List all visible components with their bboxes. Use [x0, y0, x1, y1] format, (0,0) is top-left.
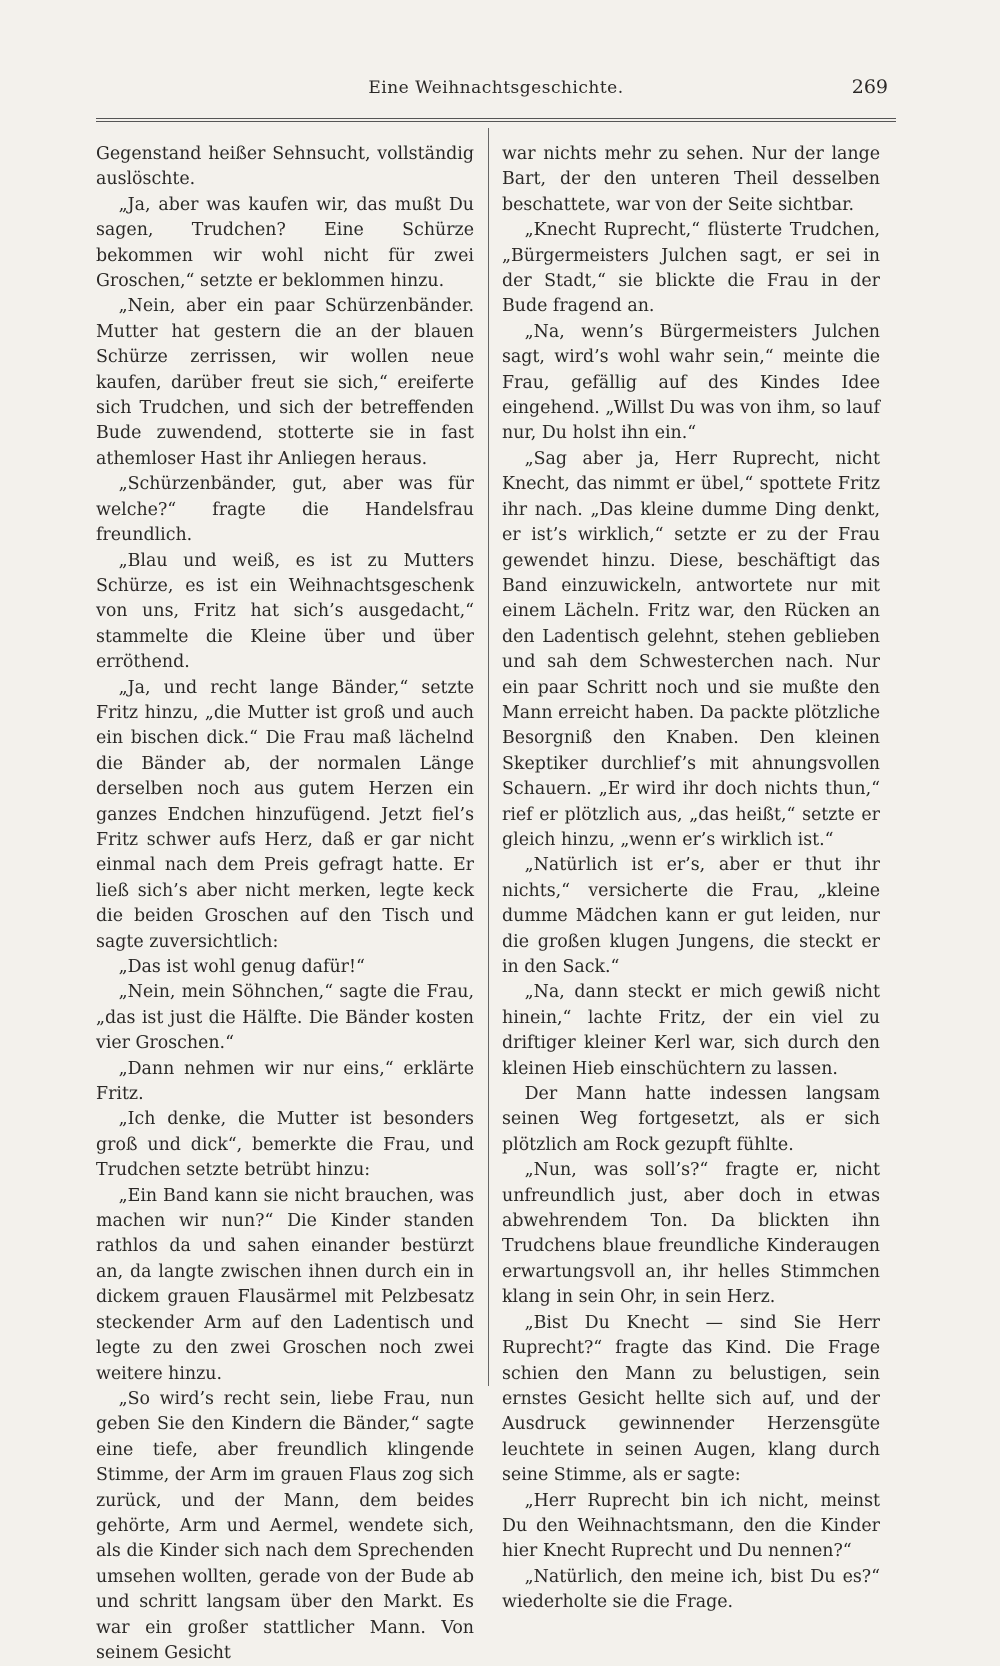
- paragraph: „Ja, und recht lange Bänder,“ setzte Fritz hinzu, „die Mutter ist groß und auch ein bischen dick.“ Die Frau maß lächelnd die Bänder ab, der normalen Länge derselben noch aus gutem Herzen ein ganzes Endchen hinzufügend. Jetzt fiel’s Fritz schwer aufs Herz, daß er gar nicht einmal nach dem Preis gefragt hatte. Er ließ sich’s aber nicht merken, legte keck die beiden Groschen auf den Tisch und sagte zuversichtlich:: [96, 677, 474, 952]
- paragraph: „Herr Ruprecht bin ich nicht, meinst Du den Weihnachtsmann, den die Kinder hier Knecht Ruprecht und Du nennen?“: [502, 1490, 880, 1562]
- paragraph: „Ich denke, die Mutter ist besonders groß und dick“, bemerkte die Frau, und Trudchen setzte betrübt hinzu:: [96, 1109, 474, 1181]
- paragraph: „Blau und weiß, es ist zu Mutters Schürze, es ist ein Weihnachtsgeschenk von uns, Fritz hat sich’s ausgedacht,“ stammelte die Kleine über und über erröthend.: [96, 550, 474, 673]
- header-rule: [96, 118, 896, 122]
- paragraph: „Na, dann steckt er mich gewiß nicht hinein,“ lachte Fritz, der ein viel zu driftiger kleiner Kerl war, sich durch den kleinen Hieb einschüchtern zu lassen.: [502, 982, 880, 1079]
- running-header: [96, 74, 896, 104]
- paragraph: „Das ist wohl genug dafür!“: [118, 957, 365, 977]
- paragraph: „Ja, aber was kaufen wir, das mußt Du sagen, Trudchen? Eine Schürze bekommen wir wohl nicht für zwei Groschen,“ setzte er beklommen hinzu.: [96, 194, 474, 292]
- paragraph: „So wird’s recht sein, liebe Frau, nun geben Sie den Kindern die Bänder,“ sagte eine tiefe, aber freundlich klingende Stimme, der Arm im grauen Flaus zog sich zurück, und der Mann, dem beides gehörte, Arm und Aermel, wendete sich, als die Kinder sich nach dem Sprechenden umsehen wollten, gerade von der Bude ab und schritt langsam über den Markt. Es war ein großer stattlicher Mann. Von seinem Gesicht: [96, 1388, 474, 1663]
- paragraph: „Schürzenbänder, gut, aber was für welche?“ fragte die Handelsfrau freundlich.: [96, 474, 474, 546]
- paragraph: war nichts mehr zu sehen. Nur der lange Bart, der den unteren Theil desselben beschattete, war von der Seite sichtbar.: [502, 144, 880, 215]
- paragraph: „Knecht Ruprecht,“ flüsterte Trudchen, „Bürgermeisters Julchen sagt, er sei in der Stadt,“ sie blickte die Frau in der Bude fragend an.: [502, 220, 880, 317]
- paragraph: „Ein Band kann sie nicht brauchen, was machen wir nun?“ Die Kinder standen rathlos da und sahen einander bestürzt an, da langte zwischen ihnen durch ein in dickem grauen Flausärmel mit Pelzbesatz steckender Arm auf den Ladentisch und legte zu den zwei Groschen noch zwei weitere hinzu.: [96, 1185, 474, 1384]
- paragraph: „Nun, was soll’s?“ fragte er, nicht unfreundlich just, aber doch in etwas abwehrendem Ton. Da blickten ihn Trudchens blaue freundliche Kinderaugen erwartungsvoll an, ihr helles Stimmchen klang in sein Ohr, in sein Herz.: [502, 1160, 880, 1308]
- paragraph: Der Mann hatte indessen langsam seinen Weg fortgesetzt, als er sich plötzlich am Rock gezupft fühlte.: [502, 1084, 880, 1155]
- page-number: 269: [851, 76, 888, 98]
- column-divider: [488, 128, 489, 1386]
- paragraph: „Natürlich ist er’s, aber er thut ihr nichts,“ versicherte die Frau, „kleine dumme Mädchen kann er gut leiden, nur die großen klugen Jungens, die steckt er in den Sack.“: [502, 855, 880, 977]
- paragraph: „Bist Du Knecht — sind Sie Herr Ruprecht?“ fragte das Kind. Die Frage schien den Mann zu belustigen, sein ernstes Gesicht hellte sich auf, und der Ausdruck gewinnender Herzensgüte leuchtete in seinen Augen, klang durch seine Stimme, als er sagte:: [502, 1312, 880, 1486]
- paragraph: „Sag aber ja, Herr Ruprecht, nicht Knecht, das nimmt er übel,“ spottete Fritz ihr nach. „Das kleine dumme Ding denkt, er ist’s wirklich,“ setzte er zu der Frau gewendet hinzu. Diese, beschäftigt das Band einzuwickeln, antwortete nur mit einem Lächeln. Fritz war, den Rücken an den Ladentisch gelehnt, stehen geblieben und sah dem Schwesterchen nach. Nur ein paar Schritt noch und sie mußte den Mann erreicht haben. Da packte plötzliche Besorgniß den Knaben. Den kleinen Skeptiker durchlief’s mit ahnungsvollen Schauern. „Er wird ihr doch nichts thun,“ rief er plötzlich aus, „das heißt,“ setzte er gleich hinzu, „wenn er’s wirklich ist.“: [502, 448, 880, 850]
- paragraph: „Dann nehmen wir nur eins,“ erklärte Fritz.: [96, 1058, 474, 1105]
- paragraph: Gegenstand heißer Sehnsucht, vollständig auslöschte.: [96, 144, 474, 190]
- paragraph: „Nein, mein Söhnchen,“ sagte die Frau, „das ist just die Hälfte. Die Bänder kosten vier Groschen.“: [96, 982, 474, 1054]
- right-column: [502, 142, 880, 1616]
- running-title: Eine Weihnachtsgeschichte.: [368, 78, 624, 98]
- paragraph: „Nein, aber ein paar Schürzenbänder. Mutter hat gestern die an der blauen Schürze zerrissen, wir wollen neue kaufen, darüber freut sie sich,“ ereiferte sich Trudchen, und sich der betreffenden Bude zuwendend, stotterte sie in fast athemloser Hast ihr Anliegen heraus.: [96, 296, 474, 469]
- left-column: [96, 142, 474, 1666]
- paragraph: „Na, wenn’s Bürgermeisters Julchen sagt, wird’s wohl wahr sein,“ meinte die Frau, gefällig auf des Kindes Idee eingehend. „Willst Du was von ihm, so lauf nur, Du holst ihn ein.“: [502, 321, 880, 444]
- paragraph: „Natürlich, den meine ich, bist Du es?“ wiederholte sie die Frage.: [502, 1566, 880, 1613]
